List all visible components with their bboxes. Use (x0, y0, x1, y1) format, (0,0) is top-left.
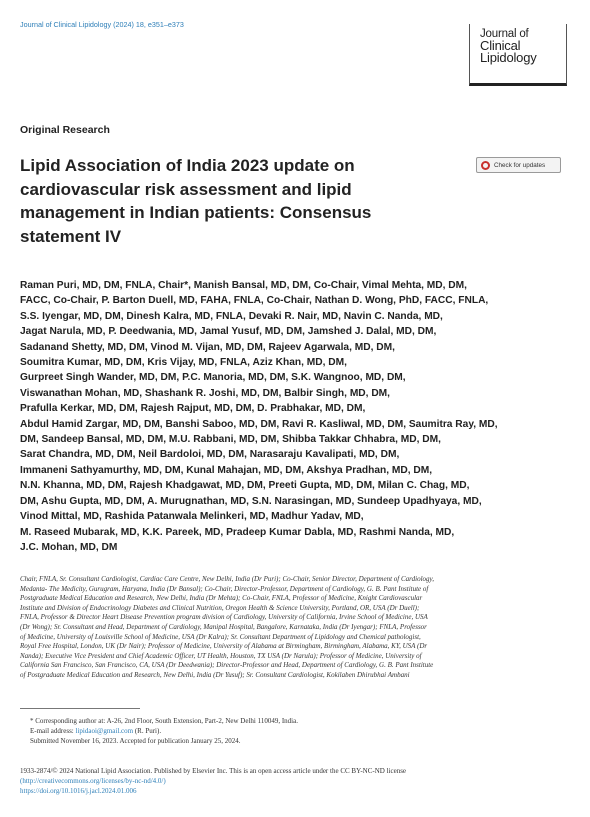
corresponding-author: * Corresponding author at: A-26, 2nd Floor, South Extension, Part-2, New Delhi 110049, India. (30, 717, 298, 725)
affiliation-line: Chair, FNLA, Sr. Consultant Cardiologist, Cardiac Care Centre, New Delhi, India (Dr Puri); Co-Chair, Senior Director, Department of Cardiology, (20, 575, 434, 583)
affiliations (20, 575, 568, 681)
footnote-divider (20, 708, 140, 709)
affiliation-line: Postgraduate Medical Education and Research, New Delhi, India (Dr Mehta); Co-Chair, FNLA, Professor of Medicine, Knight Cardiovascular (20, 594, 423, 603)
crossmark-icon (481, 161, 490, 170)
author-line: DM, Ashu Gupta, MD, DM, A. Murugnathan, MD, S.N. Narasingan, MD, Sundeep Upadhyaya, MD, (20, 495, 482, 507)
title-line: statement IV (20, 226, 122, 246)
author-line: FACC, Co-Chair, P. Barton Duell, MD, FAHA, FNLA, Co-Chair, Nathan D. Wong, PhD, FACC, FNLA, (20, 295, 489, 307)
check-for-updates-button[interactable] (476, 157, 561, 173)
author-line: Sarat Chandra, MD, DM, Neil Bardoloi, MD, DM, Narasaraju Kavalipati, MD, DM, (20, 449, 400, 461)
affiliation-line: Royal Free Hospital, London, UK (Dr Nair); Professor of Medicine, University of Alabama at Birmingham, Birmingham, Alabama, KY, USA (Dr (20, 642, 428, 651)
author-line: Sadanand Shetty, MD, DM, Vinod M. Vijan, MD, DM, Rajeev Agarwala, MD, DM, (20, 341, 395, 353)
doi-link[interactable]: https://doi.org/10.1016/j.jacl.2024.01.006 (20, 787, 137, 796)
submission-dates: Submitted November 16, 2023. Accepted for publication January 25, 2024. (30, 737, 241, 746)
author-line: N.N. Khanna, MD, DM, Rajesh Khadgawat, MD, DM, Preeti Gupta, MD, DM, Milan C. Chag, MD, (20, 480, 470, 492)
author-line: DM, Sandeep Bansal, MD, DM, M.U. Rabbani, MD, DM, Shibba Takkar Chhabra, MD, DM, (20, 434, 441, 446)
affiliation-line: of Postgraduate Medical Education and Research, New Delhi, India (Dr Yusuf); Sr. Consultant Cardiologist, Kokilaben Dhirubhai Ambani (20, 670, 410, 679)
author-line: J.C. Mohan, MD, DM (20, 541, 118, 553)
author-line: Raman Puri, MD, DM, FNLA, Chair*, Manish Bansal, MD, DM, Co-Chair, Vimal Mehta, MD, DM, (20, 280, 467, 291)
author-line: Prafulla Kerkar, MD, DM, Rajesh Rajput, MD, DM, D. Prabhakar, MD, DM, (20, 403, 366, 415)
affiliation-line: FNLA, Professor & Director Heart Disease Prevention program division of Cardiology, University of California, Irvine School of Medicine, USA (20, 613, 428, 622)
author-line: Soumitra Kumar, MD, DM, Kris Vijay, MD, FNLA, Aziz Khan, MD, DM, (20, 357, 347, 369)
email-prefix: E-mail address: (30, 727, 76, 736)
logo-line-1: Journal of (480, 28, 529, 40)
affiliation-line: of Medicine, University of Louisville School of Medicine, USA (Dr Kalra); Sr. Consultant Department of Lipidology and Chemical pathologist, (20, 632, 421, 641)
affiliation-line: California San Francisco, San Francisco, CA, USA (Dr Deedwania); Director-Professor and Head, Department of Cardiology, G. B. Pant Institute (20, 661, 434, 670)
article-type-label: Original Research (20, 124, 110, 136)
title-line: management in Indian patients: Consensus (20, 203, 372, 222)
copyright-footer (20, 766, 406, 797)
title-line: Lipid Association of India 2023 update on (20, 156, 355, 175)
title-line: cardiovascular risk assessment and lipid (20, 179, 352, 199)
correspondence-note (30, 716, 298, 747)
logo-line-3: Lipidology (480, 50, 537, 65)
author-line: Gurpreet Singh Wander, MD, DM, P.C. Manoria, MD, DM, S.K. Wangnoo, MD, DM, (20, 372, 406, 384)
author-line: Viswanathan Mohan, MD, Shashank R. Joshi, MD, DM, Balbir Singh, MD, DM, (20, 387, 390, 399)
author-line: Abdul Hamid Zargar, MD, DM, Banshi Saboo, MD, DM, Ravi R. Kasliwal, MD, DM, Saumitra Ray, MD, (20, 418, 498, 430)
author-line: S.S. Iyengar, MD, DM, Dinesh Kalra, MD, FNLA, Devaki R. Nair, MD, Navin C. Nanda, MD, (20, 310, 443, 322)
email-line (30, 726, 298, 736)
author-line: M. Raseed Mubarak, MD, K.K. Pareek, MD, Pradeep Kumar Dabla, MD, Rashmi Nanda, MD, (20, 526, 455, 538)
affiliation-line: Nanda); Executive Vice President and Chief Academic Officer, UT Health, Houston, TX USA (Dr Narula); Professor of Medicine, University of (20, 651, 422, 660)
copyright-line: 1933-2874/© 2024 National Lipid Association. Published by Elsevier Inc. This is an open access article under the CC BY-NC-ND license (20, 767, 407, 775)
author-line: Jagat Narula, MD, P. Deedwania, MD, Jamal Yusuf, MD, DM, Jamshed J. Dalal, MD, DM, (20, 326, 437, 338)
affiliation-line: (Dr Wong); Sr. Consultant and Head, Department of Cardiology, Manipal Hospital, Bangalore, Karnataka, India (Dr Iyengar); FNLA, Professor (20, 622, 427, 631)
author-line: Vinod Mittal, MD, Rashida Patanwala Melinkeri, MD, Madhur Yadav, MD, (20, 511, 364, 523)
logo-line-2: Clinical (480, 38, 521, 53)
article-title (20, 154, 460, 248)
affiliation-line: Institute and Division of Endocrinology Diabetes and Clinical Nutrition, Oregon Health & Science University, Portland, OR, USA (Dr Duell); (20, 603, 420, 612)
journal-logo (469, 24, 567, 86)
email-suffix: (R. Puri). (133, 727, 162, 736)
author-list (20, 278, 565, 555)
license-link[interactable]: (http://creativecommons.org/licenses/by-nc-nd/4.0/) (20, 777, 166, 786)
author-line: Immaneni Sathyamurthy, MD, DM, Kunal Mahajan, MD, DM, Akshya Pradhan, MD, DM, (20, 464, 433, 476)
email-link[interactable]: lipidaoi@gmail.com (75, 727, 134, 736)
affiliation-line: Medanta- The Medicity, Gurugram, Haryana, India (Dr Bansal); Co-Chair, Director-Professor, Department of Cardiology, G. B. Pant Institute of (20, 584, 429, 593)
check-for-updates-label: Check for updates (494, 161, 546, 169)
journal-reference: Journal of Clinical Lipidology (2024) 18, e351–e373 (20, 20, 184, 29)
